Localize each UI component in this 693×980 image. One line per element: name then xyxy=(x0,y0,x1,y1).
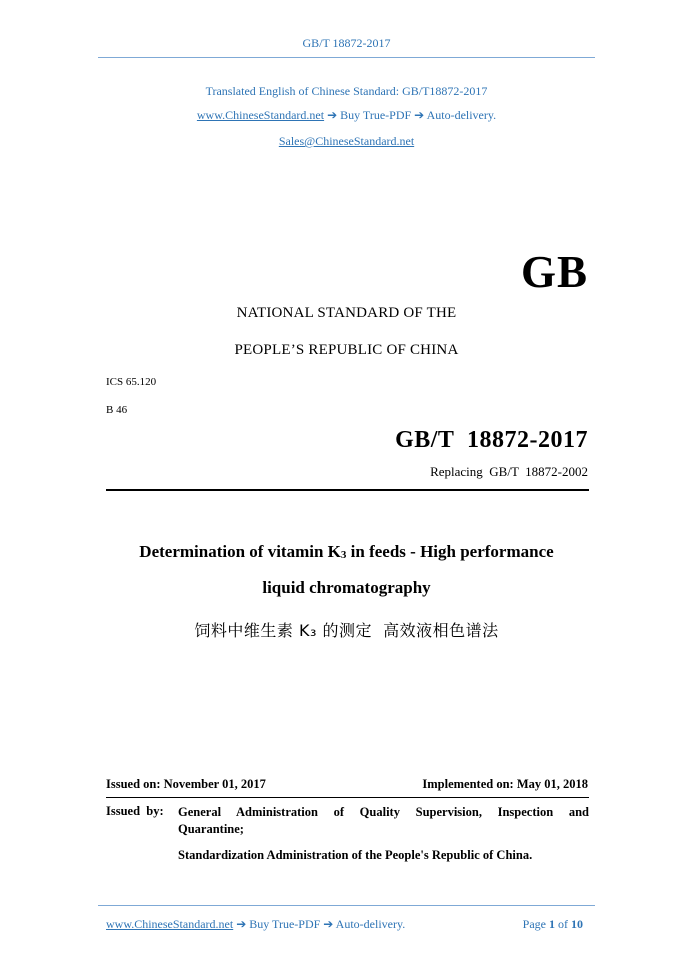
gb-logo: GB xyxy=(520,247,588,297)
document-title-line2: liquid chromatography xyxy=(262,578,431,597)
chinesestandard-link[interactable]: www.ChineseStandard.net xyxy=(196,108,325,122)
footer-chinesestandard-link[interactable]: www.ChineseStandard.net xyxy=(106,917,234,931)
header-divider xyxy=(98,57,595,58)
translation-notice: Translated English of Chinese Standard: GB/T18872-2017 xyxy=(205,84,488,98)
page-of: of xyxy=(558,917,568,931)
issued-divider xyxy=(106,797,589,798)
issuer-line3: Standardization Administration of the People's Republic of China. xyxy=(178,848,533,862)
footer-purchase-info: ➔ Buy True-PDF ➔ Auto-delivery. xyxy=(233,917,406,931)
title-subscript: 3 xyxy=(340,549,347,561)
document-title-line1 xyxy=(0,542,693,562)
footer-divider xyxy=(98,905,595,906)
page-total: 10 xyxy=(571,917,583,931)
issued-by-label: Issued by: xyxy=(106,804,164,818)
sales-line xyxy=(0,134,693,149)
issued-by-authorities xyxy=(178,804,589,864)
title-part2: in feeds - High performance xyxy=(346,542,554,561)
title-divider xyxy=(106,489,589,491)
ccs-code: B 46 xyxy=(106,404,128,416)
ics-code: ICS 65.120 xyxy=(106,376,157,388)
implemented-on-date: Implemented on: May 01, 2018 xyxy=(422,777,588,791)
issuer-line2: Quarantine; xyxy=(178,822,244,836)
page-label: Page xyxy=(522,917,546,931)
issuer-line1: General Administration of Quality Supervision, Inspection and xyxy=(178,805,589,819)
national-standard-line2: PEOPLE’S REPUBLIC OF CHINA xyxy=(234,342,459,358)
purchase-info: ➔ Buy True-PDF ➔ Auto-delivery. xyxy=(324,108,497,122)
standard-number: GB/T 18872-2017 xyxy=(395,427,588,453)
national-standard-line1: NATIONAL STANDARD OF THE xyxy=(236,305,457,321)
page-number xyxy=(523,917,583,932)
purchase-line xyxy=(0,108,693,123)
issued-on-date: Issued on: November 01, 2017 xyxy=(106,777,266,791)
replacing-standard: Replacing GB/T 18872-2002 xyxy=(430,464,588,479)
sales-email-link[interactable]: Sales@ChineseStandard.net xyxy=(278,134,415,148)
page-current: 1 xyxy=(549,917,555,931)
footer-purchase-line xyxy=(106,917,405,932)
title-part1: Determination of vitamin K xyxy=(139,542,341,561)
chinese-title: 饲料中维生素 K₃ 的测定 高效液相色谱法 xyxy=(194,621,499,640)
page-header-title: GB/T 18872-2017 xyxy=(302,36,391,50)
